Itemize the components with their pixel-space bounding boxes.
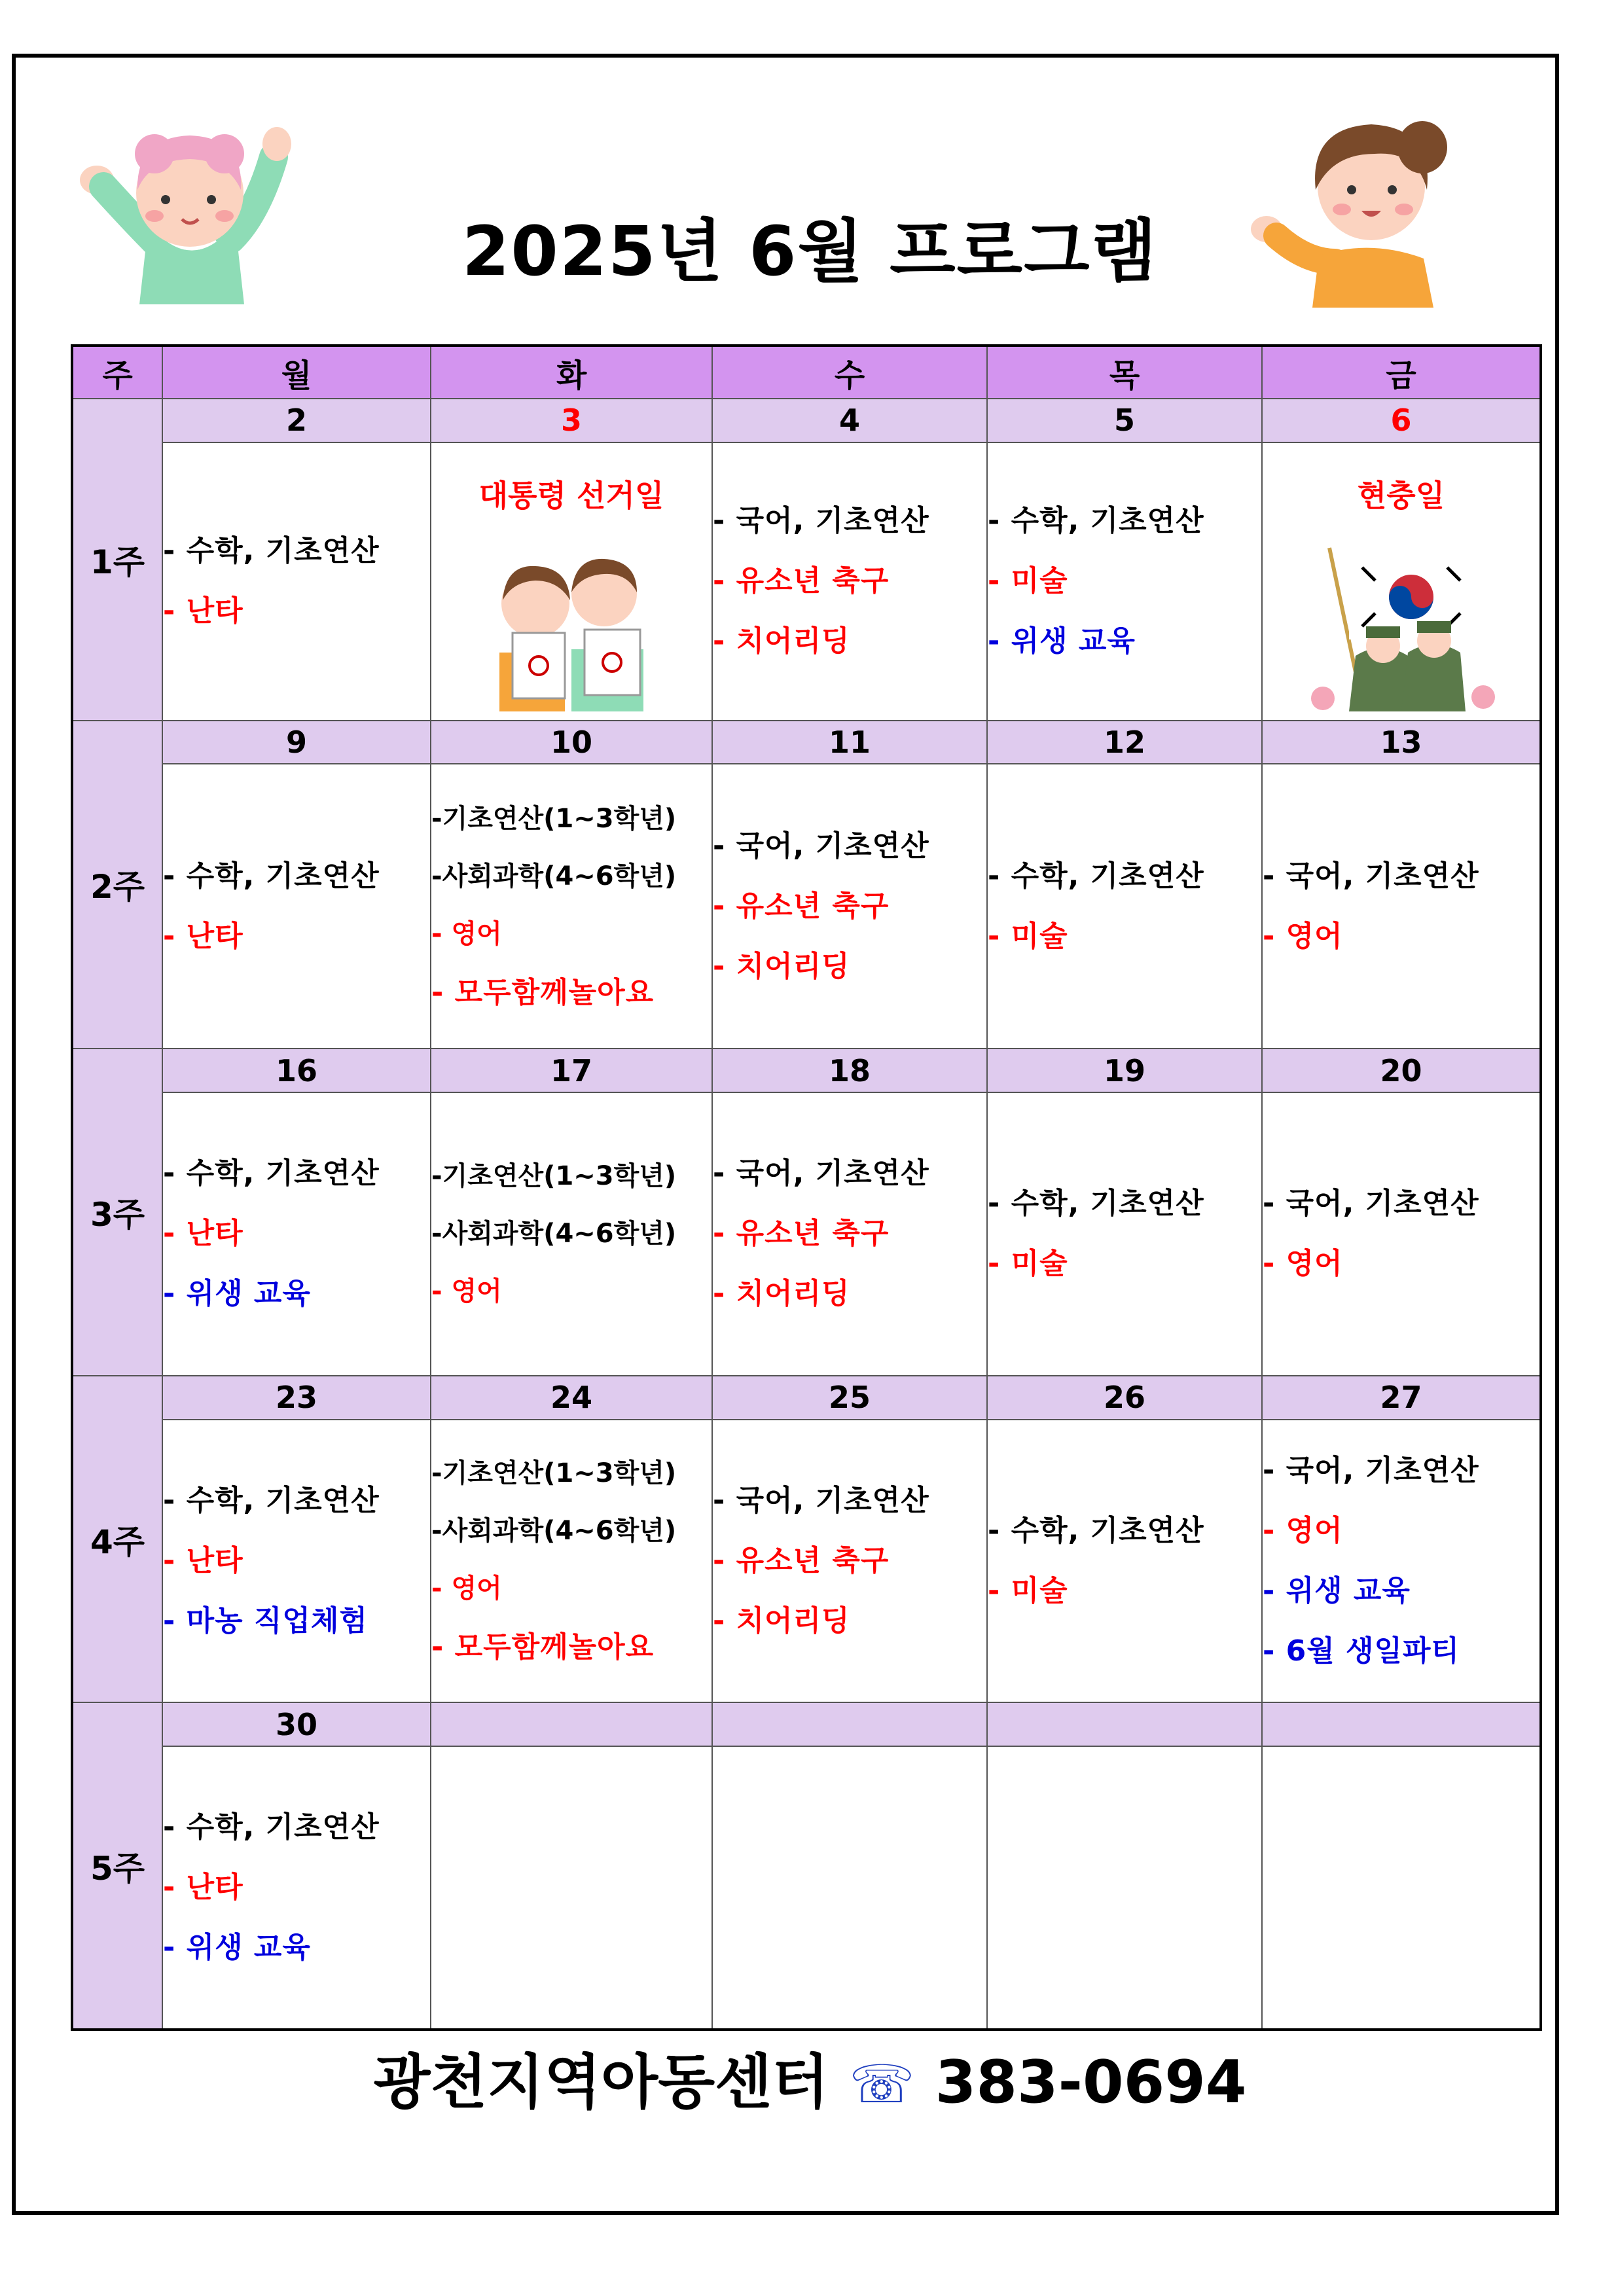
week-label: 1주 [72, 399, 162, 721]
holiday-label: 대통령 선거일 [478, 477, 664, 513]
date-wed: 25 [712, 1376, 987, 1420]
program-cell-tue [431, 1746, 712, 2030]
program-item: - 미술 [988, 564, 1068, 598]
date-tue: 10 [431, 721, 712, 764]
program-cell-thu [987, 764, 1262, 1049]
center-name: 광천지역아동센터 [373, 2048, 829, 2117]
program-item: - 국어, 기초연산 [713, 504, 929, 538]
program-item: - 영어 [1263, 1513, 1343, 1547]
header-fri: 금 [1262, 346, 1541, 399]
date-mon: 16 [162, 1049, 431, 1092]
date-tue: 24 [431, 1376, 712, 1420]
program-item: - 수학, 기초연산 [988, 1513, 1204, 1547]
program-item: - 수학, 기초연산 [163, 1483, 380, 1517]
program-cell-wed [712, 764, 987, 1049]
date-row [72, 399, 1541, 442]
program-cell-fri [1262, 764, 1541, 1049]
program-item: - 유소년 축구 [713, 564, 890, 598]
program-cell-mon [162, 442, 431, 721]
program-item: - 치어리딩 [713, 1277, 850, 1311]
date-fri [1262, 1702, 1541, 1746]
header-week: 주 [72, 346, 162, 399]
date-mon: 30 [162, 1702, 431, 1746]
date-mon: 9 [162, 721, 431, 764]
program-item: - 유소년 축구 [713, 889, 890, 923]
program-item: - 수학, 기초연산 [163, 1157, 380, 1191]
content-row [72, 442, 1541, 721]
program-item: - 국어, 기초연산 [713, 1483, 929, 1517]
header-tue: 화 [431, 346, 712, 399]
header-mon: 월 [162, 346, 431, 399]
date-thu: 12 [987, 721, 1262, 764]
date-row [72, 1376, 1541, 1420]
program-cell-mon [162, 764, 431, 1049]
date-fri: 27 [1262, 1376, 1541, 1420]
program-item: - 수학, 기초연산 [988, 504, 1204, 538]
date-mon: 2 [162, 399, 431, 442]
program-item: - 위생 교육 [1263, 1573, 1411, 1607]
footer [0, 2034, 1620, 2119]
program-cell-mon [162, 1420, 431, 1703]
program-item: - 영어 [431, 918, 502, 949]
program-item: - 미술 [988, 1247, 1068, 1281]
program-item: - 영어 [431, 1573, 502, 1604]
holiday-label: 현충일 [1357, 477, 1445, 513]
date-wed [712, 1702, 987, 1746]
program-item: - 모두함께놀아요 [431, 975, 655, 1009]
date-tue [431, 1702, 712, 1746]
date-row [72, 1049, 1541, 1092]
program-item: - 난타 [163, 1871, 243, 1905]
program-cell-fri [1262, 442, 1541, 721]
program-item: - 6월 생일파티 [1263, 1634, 1460, 1668]
program-item: - 국어, 기초연산 [1263, 1187, 1479, 1221]
week-label: 5주 [72, 1702, 162, 2030]
program-item: -사회과학(4~6학년) [431, 1515, 677, 1546]
program-item: - 치어리딩 [713, 624, 850, 658]
program-item: - 난타 [163, 594, 243, 628]
voting-children-illustration [473, 541, 670, 711]
date-tue: 17 [431, 1049, 712, 1092]
program-cell-mon [162, 1092, 431, 1376]
program-item: - 미술 [988, 919, 1068, 953]
program-item: - 위생 교육 [163, 1931, 311, 1965]
program-cell-mon [162, 1746, 431, 2030]
header-thu: 목 [987, 346, 1262, 399]
program-item: - 치어리딩 [713, 949, 850, 983]
program-item: - 마농 직업체험 [163, 1604, 368, 1638]
date-fri: 6 [1262, 399, 1541, 442]
program-item: - 모두함께놀아요 [431, 1630, 655, 1664]
program-cell-fri [1262, 1420, 1541, 1703]
program-item: - 난타 [163, 1217, 243, 1251]
week-label: 4주 [72, 1376, 162, 1703]
content-row [72, 1420, 1541, 1703]
program-item: - 영어 [1263, 1247, 1343, 1281]
date-wed: 11 [712, 721, 987, 764]
program-cell-fri [1262, 1746, 1541, 2030]
content-row [72, 1746, 1541, 2030]
program-item: - 수학, 기초연산 [988, 859, 1204, 893]
program-item: - 난타 [163, 1543, 243, 1577]
program-cell-tue [431, 442, 712, 721]
program-item: -기초연산(1~3학년) [431, 803, 677, 834]
program-item: - 영어 [1263, 919, 1343, 953]
program-cell-thu [987, 1746, 1262, 2030]
program-cell-wed [712, 1746, 987, 2030]
program-item: - 수학, 기초연산 [163, 1810, 380, 1844]
program-calendar [71, 344, 1542, 2031]
program-item: - 난타 [163, 919, 243, 953]
date-fri: 13 [1262, 721, 1541, 764]
telephone-icon: ☏ [849, 2054, 915, 2115]
program-cell-wed [712, 1092, 987, 1376]
program-cell-thu [987, 1420, 1262, 1703]
phone-number: 383-0694 [935, 2048, 1247, 2117]
program-item: - 국어, 기초연산 [1263, 859, 1479, 893]
program-item: - 위생 교육 [988, 624, 1136, 658]
date-fri: 20 [1262, 1049, 1541, 1092]
program-item: - 수학, 기초연산 [163, 534, 380, 568]
program-cell-wed [712, 1420, 987, 1703]
date-thu [987, 1702, 1262, 1746]
program-item: -기초연산(1~3학년) [431, 1458, 677, 1488]
program-cell-tue [431, 1420, 712, 1703]
program-cell-tue [431, 1092, 712, 1376]
program-item: - 국어, 기초연산 [713, 829, 929, 863]
program-item: -사회과학(4~6학년) [431, 861, 677, 891]
program-cell-fri [1262, 1092, 1541, 1376]
program-cell-thu [987, 442, 1262, 721]
date-mon: 23 [162, 1376, 431, 1420]
date-thu: 5 [987, 399, 1262, 442]
memorial-day-flag-illustration [1303, 541, 1500, 711]
date-thu: 19 [987, 1049, 1262, 1092]
week-label: 2주 [72, 721, 162, 1049]
program-item: - 수학, 기초연산 [988, 1187, 1204, 1221]
date-row [72, 1702, 1541, 1746]
date-thu: 26 [987, 1376, 1262, 1420]
header-wed: 수 [712, 346, 987, 399]
program-item: - 미술 [988, 1573, 1068, 1607]
page-title: 2025년 6월 프로그램 [461, 211, 1158, 291]
date-row [72, 721, 1541, 764]
date-wed: 18 [712, 1049, 987, 1092]
program-item: -기초연산(1~3학년) [431, 1161, 677, 1192]
program-cell-tue [431, 764, 712, 1049]
program-cell-wed [712, 442, 987, 721]
program-item: - 유소년 축구 [713, 1217, 890, 1251]
program-item: - 영어 [431, 1276, 502, 1307]
program-item: - 국어, 기초연산 [1263, 1453, 1479, 1487]
program-item: - 치어리딩 [713, 1604, 850, 1638]
program-item: - 수학, 기초연산 [163, 859, 380, 893]
header-row [72, 346, 1541, 399]
program-item: - 국어, 기초연산 [713, 1157, 929, 1191]
program-cell-thu [987, 1092, 1262, 1376]
content-row [72, 764, 1541, 1049]
date-tue: 3 [431, 399, 712, 442]
program-item: - 유소년 축구 [713, 1543, 890, 1577]
week-label: 3주 [72, 1049, 162, 1376]
content-row [72, 1092, 1541, 1376]
program-item: -사회과학(4~6학년) [431, 1219, 677, 1249]
program-item: - 위생 교육 [163, 1277, 311, 1311]
date-wed: 4 [712, 399, 987, 442]
